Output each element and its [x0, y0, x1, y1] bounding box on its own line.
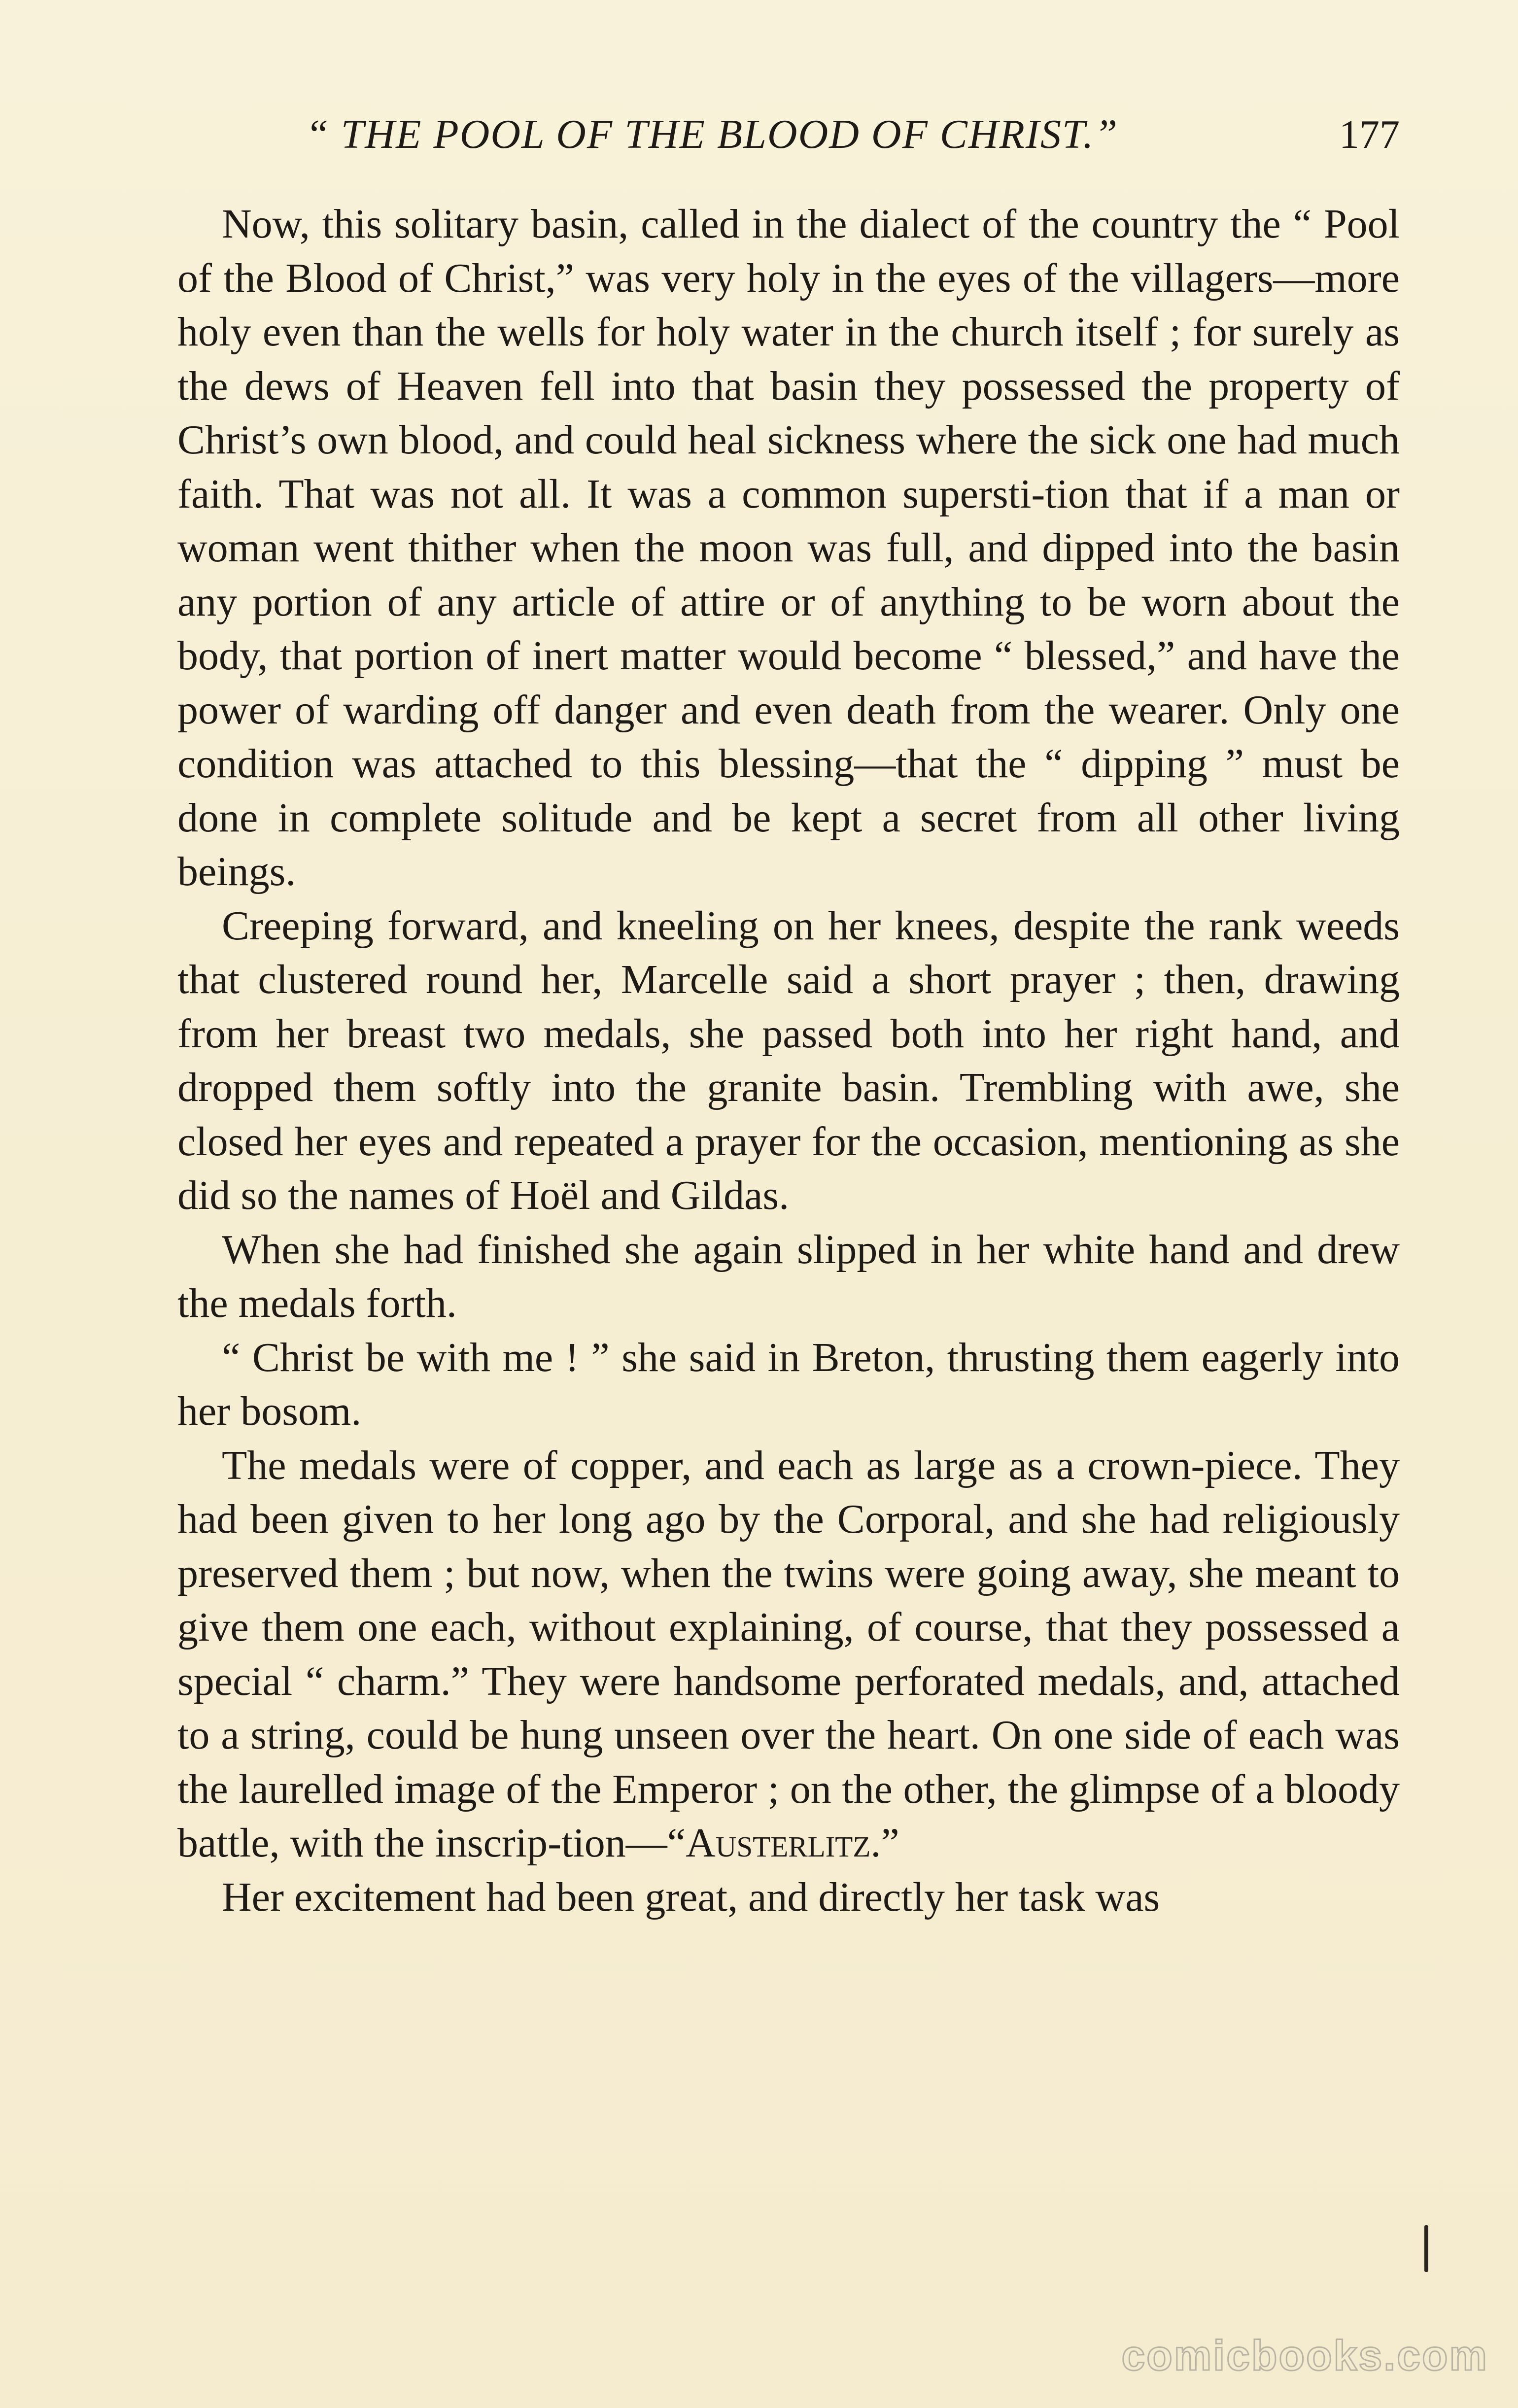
running-title: “ THE POOL OF THE BLOOD OF CHRIST.” — [306, 111, 1119, 157]
running-head — [177, 107, 1400, 162]
watermark-logo: comicbooks.com — [1121, 2332, 1488, 2379]
inscription-text: Austerlitz.” — [686, 1820, 899, 1866]
page-number: 177 — [1339, 112, 1400, 157]
paragraph-marcelle-prayer: Creeping forward, and kneeling on her knees, despite the rank weeds that clustered round her, Marcelle said a short prayer ; then, drawing from her breast two medals, she passed both into her right hand, and dropped them softly into the granite basin. Trembling with awe, she closed her eyes and repeated a prayer for the occasion, mentioning as she did so the names of Hoël and Gildas. — [177, 902, 1400, 1218]
medals-description-text: The medals were of copper, and each as large as a crown-piece. They had been given to her long ago by the Corporal, and she had religiously preserved them ; but now, when the twins were going away, she meant to give them one each, without explaining, of course, that they possessed a special “ charm.” They were handsome perforated medals, and, attached to a string, could be hung unseen over the heart. On one side of each was the laurelled image of the Emperor ; on the other, the glimpse of a bloody battle, with the inscrip-tion—“ — [177, 1442, 1400, 1866]
paragraph-medals-description — [177, 1439, 1400, 1870]
paragraph-christ-be-with-me: “ Christ be with me ! ” she said in Breton, thrusting them eagerly into her bosom. — [177, 1334, 1400, 1434]
page-edge-mark — [1424, 2225, 1428, 2272]
paragraph-excitement: Her excitement had been great, and directly her task was — [222, 1874, 1160, 1920]
paragraph-pool-description: Now, this solitary basin, called in the dialect of the country the “ Pool of the Blood of Christ,” was very holy in the eyes of the villagers—more holy even than the wells for holy water in the church itself ; for surely as the dews of Heaven fell into that basin they possessed the property of Christ’s own blood, and could heal sickness where the sick one had much faith. That was not all. It was a common supersti-tion that if a man or woman went thither when the moon was full, and dipped into the basin any portion of any article of attire or of anything to be worn about the body, that portion of inert matter would become “ blessed,” and have the power of warding off danger and even death from the wearer. Only one condition was attached to this blessing—that the “ dipping ” must be done in complete solitude and be kept a secret from all other living beings. — [177, 201, 1400, 894]
paragraph-medals-drawn: When she had finished she again slipped in her white hand and drew the medals forth. — [177, 1226, 1400, 1326]
body-text — [177, 197, 1400, 1924]
